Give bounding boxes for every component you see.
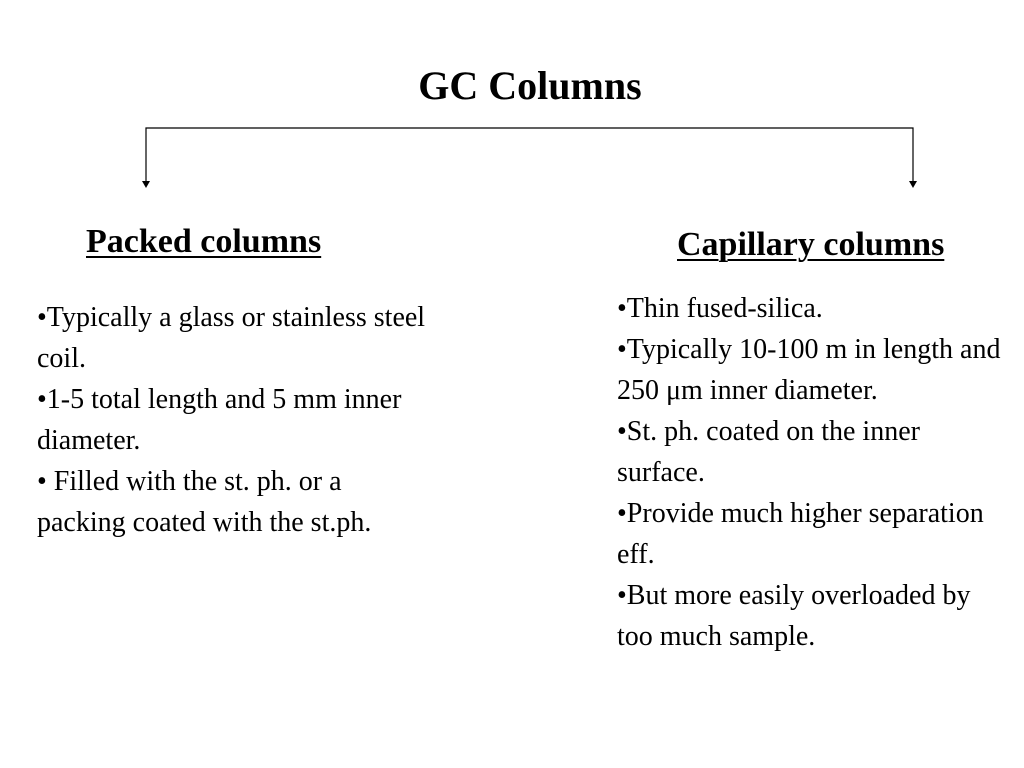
list-item: •Provide much higher separation eff. xyxy=(617,498,984,570)
list-item: • Filled with the st. ph. or a packing coated with the st.ph. xyxy=(37,466,372,538)
list-item: •Typically 10-100 m in length and 250 μm inner diameter. xyxy=(617,334,1001,406)
list-item: •Thin fused-silica. xyxy=(617,293,823,324)
capillary-columns-list xyxy=(617,288,1012,657)
packed-columns-heading: Packed columns xyxy=(86,223,322,260)
list-item: •1-5 total length and 5 mm inner diameter. xyxy=(37,384,402,456)
branch-line xyxy=(146,128,913,183)
arrowhead-right xyxy=(909,181,917,188)
capillary-columns-heading: Capillary columns xyxy=(677,226,945,263)
packed-columns-list xyxy=(37,297,427,543)
list-item: •St. ph. coated on the inner surface. xyxy=(617,416,920,488)
list-item: •Typically a glass or stainless steel coil. xyxy=(37,302,426,374)
arrowhead-left xyxy=(142,181,150,188)
list-item: •But more easily overloaded by too much sample. xyxy=(617,580,971,652)
diagram-title: GC Columns xyxy=(418,63,642,108)
